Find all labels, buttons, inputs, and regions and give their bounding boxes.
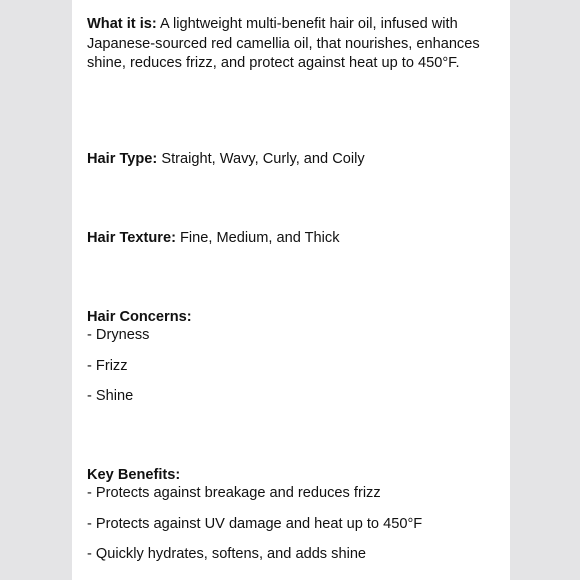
- hair-type-text: Straight, Wavy, Curly, and Coily: [157, 151, 365, 167]
- hair-texture-text: Fine, Medium, and Thick: [175, 230, 340, 246]
- what-it-is-section: [87, 15, 502, 74]
- hair-concerns-label: Hair Concerns:: [87, 309, 192, 325]
- hair-type-section: [87, 150, 502, 170]
- key-benefits-heading: [87, 466, 502, 486]
- key-benefit-item: - Quickly hydrates, softens, and adds shine: [87, 546, 367, 562]
- key-benefit-item: - Protects against breakage and reduces frizz: [87, 485, 381, 501]
- key-benefits-label: Key Benefits:: [87, 467, 181, 483]
- hair-concern-item: - Frizz: [87, 358, 128, 374]
- hair-concern-item: - Dryness: [87, 327, 150, 343]
- what-it-is-text: A lightweight multi-benefit hair oil, infused with Japanese-sourced red camellia oil, that nourishes, enhances shine, reduces frizz, and protect against heat up to 450°F.: [87, 16, 480, 71]
- hair-concerns-heading: [87, 308, 502, 328]
- key-benefit-item: - Protects against UV damage and heat up to 450°F: [87, 516, 423, 532]
- hair-concern-item: - Shine: [87, 388, 134, 404]
- hair-texture-label: Hair Texture:: [87, 230, 176, 246]
- what-it-is-label: What it is:: [87, 16, 157, 32]
- hair-texture-section: [87, 229, 502, 249]
- hair-type-label: Hair Type:: [87, 151, 158, 167]
